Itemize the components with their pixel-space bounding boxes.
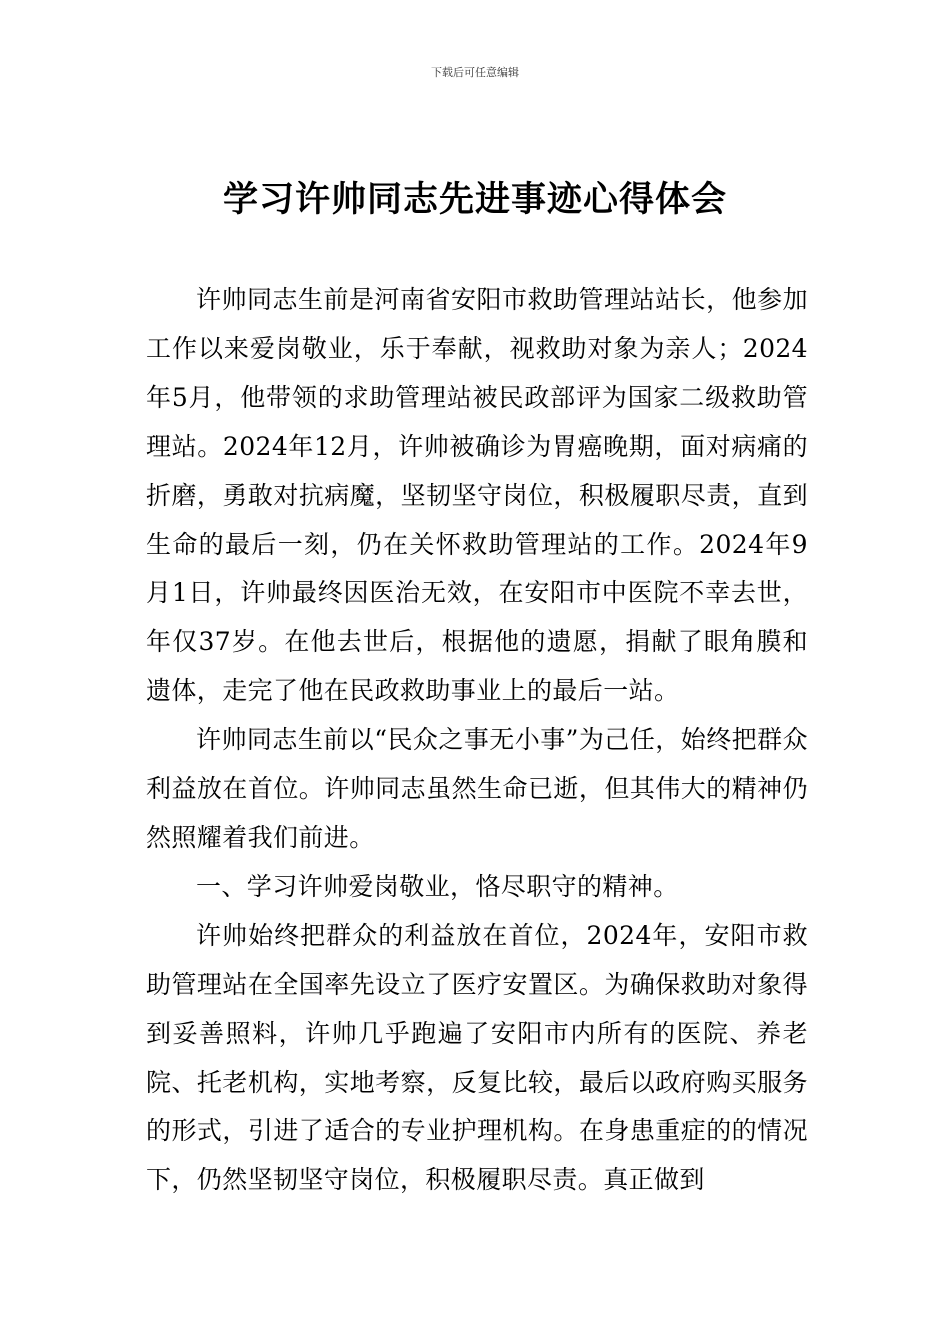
paragraph-2: 许帅同志生前以“民众之事无小事”为己任，始终把群众利益放在首位。许帅同志虽然生命已逝，但其伟大的精神仍然照耀着我们前进。 bbox=[146, 725, 808, 852]
paragraph-1: 许帅同志生前是河南省安阳市救助管理站站长，他参加工作以来爱岗敬业，乐于奉献，视救助对象为亲人；2024年5月，他带领的求助管理站被民政部评为国家二级救助管理站。2024年12月，许帅被确诊为胃癌晚期，面对病痛的折磨，勇敢对抗病魔，坚韧坚守岗位，积极履职尽责，直到生命的最后一刻，仍在关怀救助管理站的工作。2024年9月1日，许帅最终因医治无效，在安阳市中医院不幸去世，年仅37岁。在他去世后，根据他的遗愿，捐献了眼角膜和遗体，走完了他在民政救助事业上的最后一站。 bbox=[146, 285, 808, 706]
section-heading-1: 一、学习许帅爱岗敬业，恪尽职守的精神。 bbox=[196, 871, 679, 901]
paragraph-3: 许帅始终把群众的利益放在首位，2024年，安阳市救助管理站在全国率先设立了医疗安置区。为确保救助对象得到妥善照料，许帅几乎跑遍了安阳市内所有的医院、养老院、托老机构，实地考察，反复比较，最后以政府购买服务的形式，引进了适合的专业护理机构。在身患重症的的情况下，仍然坚韧坚守岗位，积极履职尽责。真正做到 bbox=[146, 920, 808, 1195]
document-body bbox=[146, 276, 808, 1205]
header-note: 下载后可任意编辑 bbox=[431, 66, 519, 79]
document-title: 学习许帅同志先进事迹心得体会 bbox=[222, 180, 727, 220]
